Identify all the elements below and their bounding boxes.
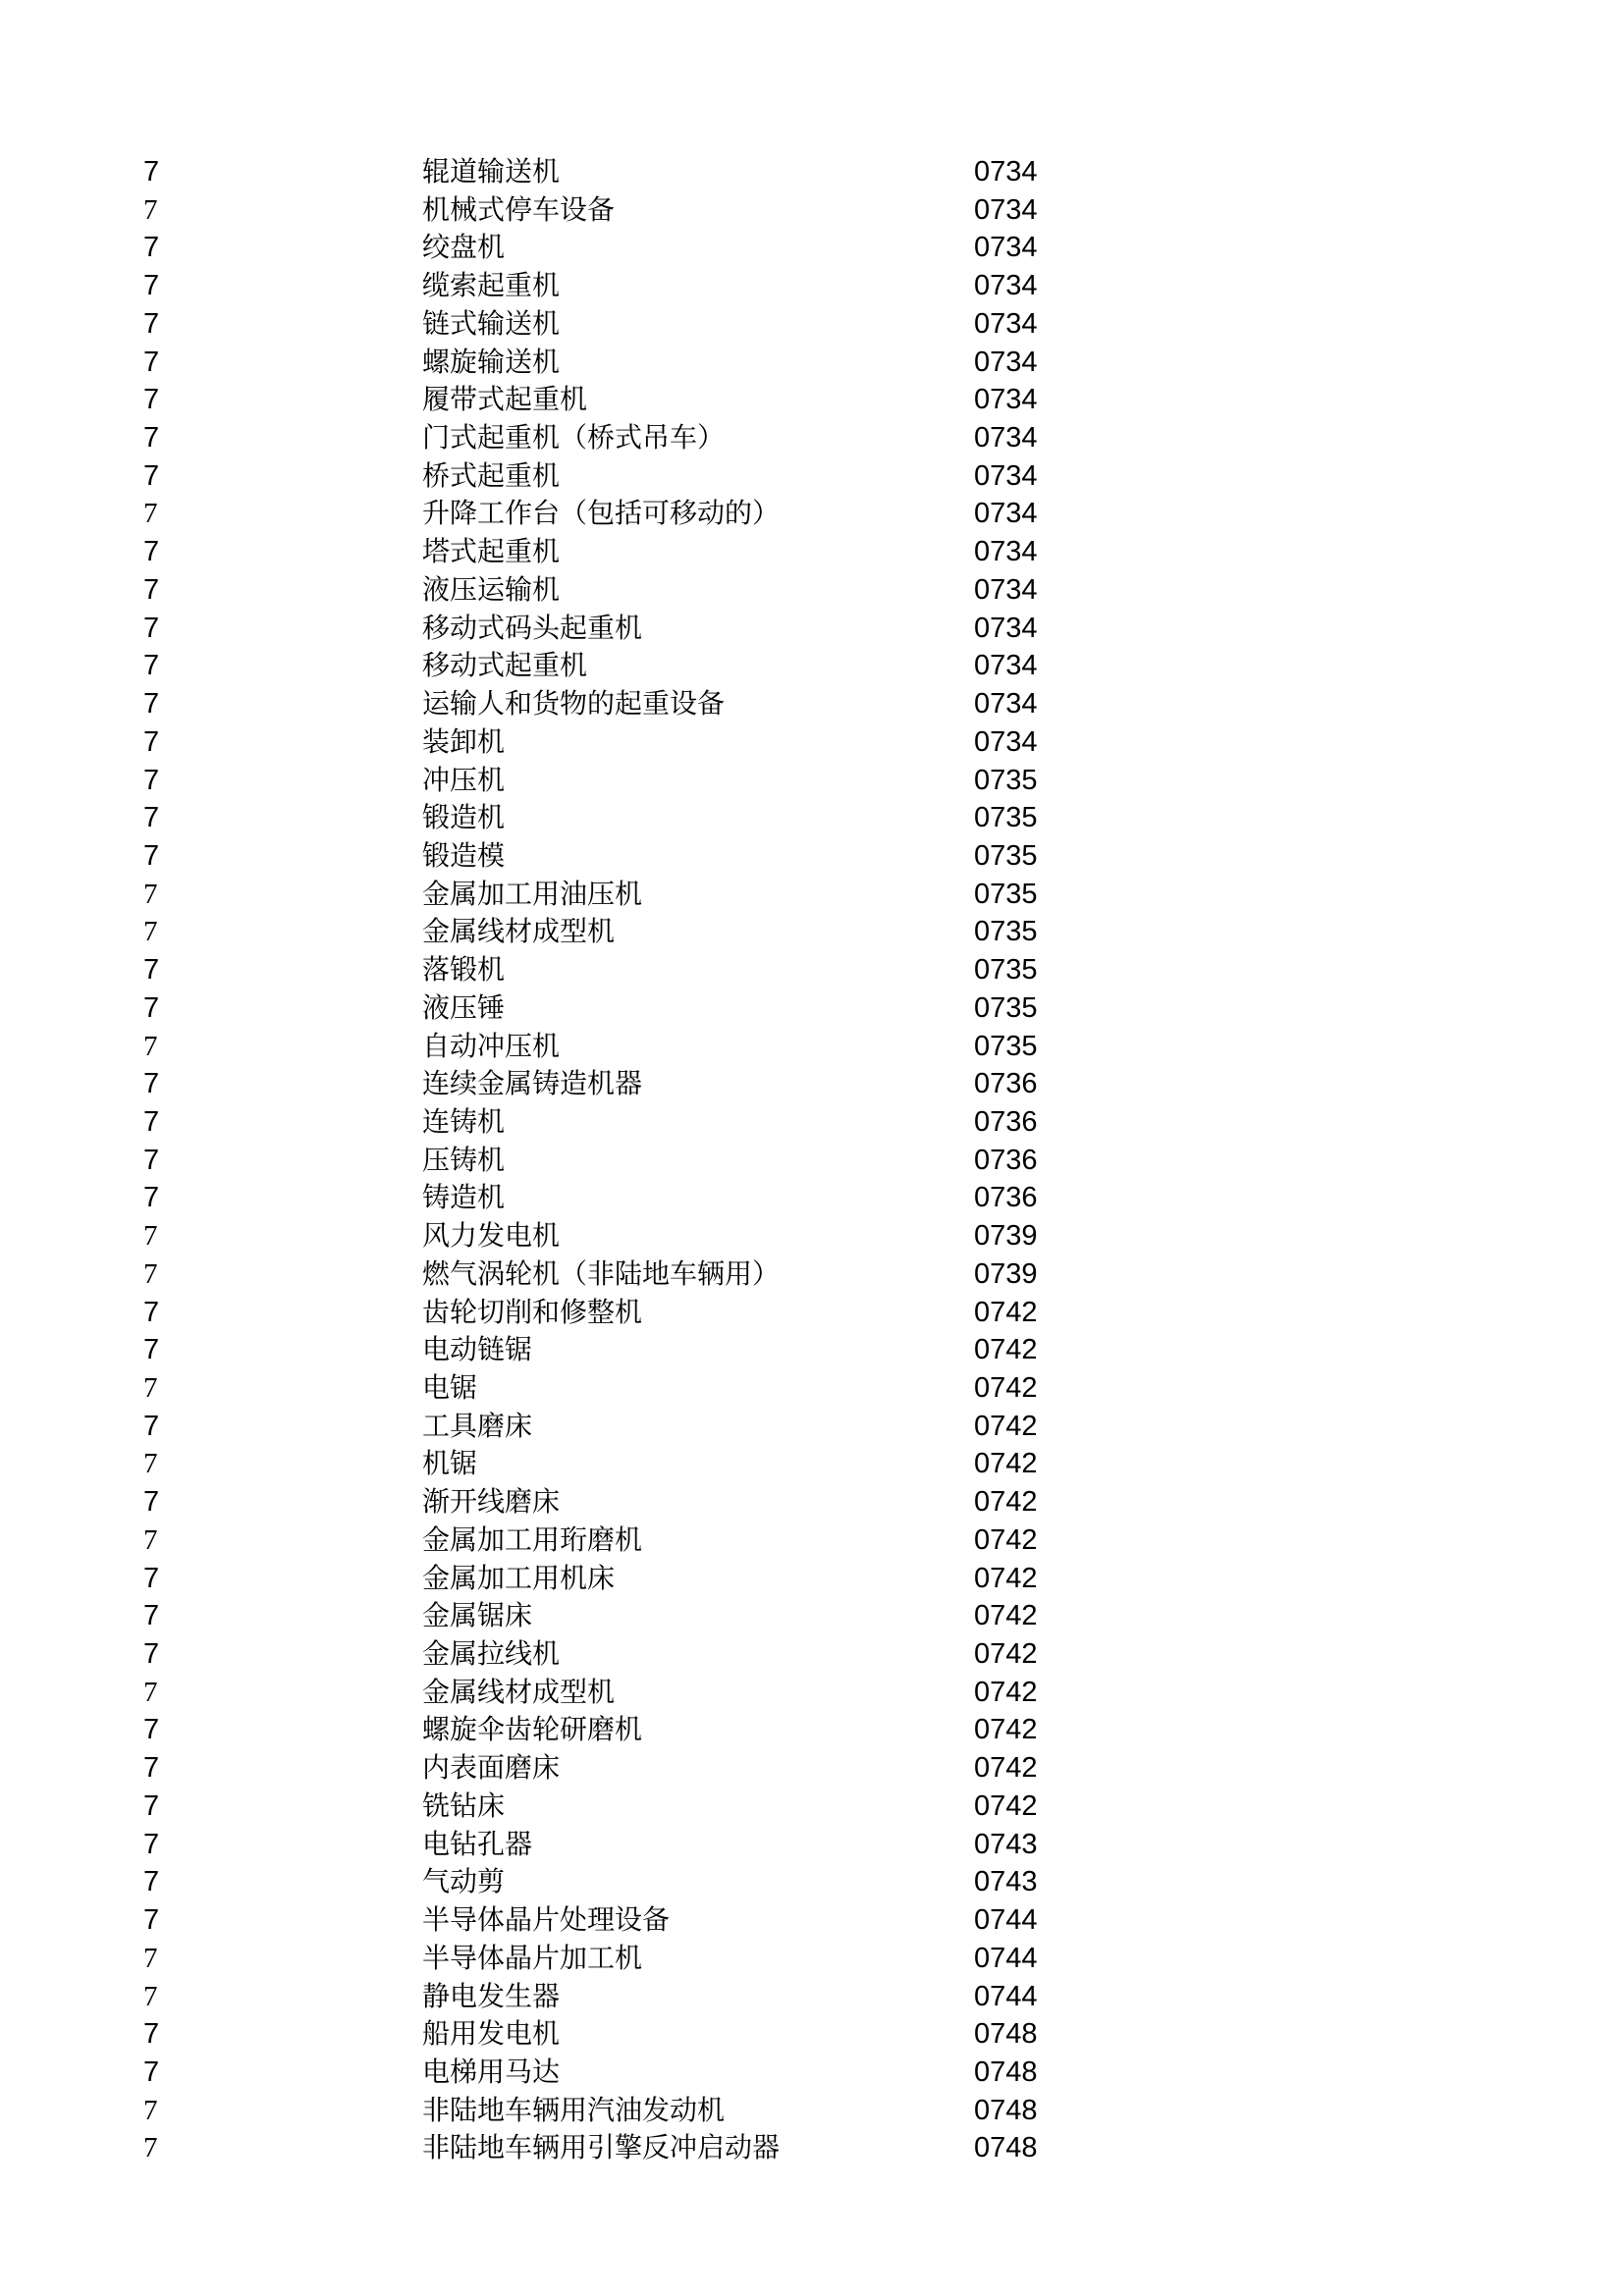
goods-name: 电梯用马达: [422, 2055, 561, 2088]
similar-group-code: 0742: [974, 1334, 1038, 1366]
similar-group-code: 0742: [974, 1752, 1038, 1785]
similar-group-code: 0734: [974, 232, 1038, 264]
list-row: [0, 1255, 1624, 1294]
class-number: 7: [143, 1676, 158, 1708]
list-row: [0, 913, 1624, 951]
similar-group-code: 0734: [974, 422, 1038, 454]
list-row: [0, 457, 1624, 496]
list-row: [0, 2015, 1624, 2054]
list-row: [0, 153, 1624, 191]
goods-name: 齿轮切削和修整机: [422, 1295, 643, 1328]
class-number: 7: [143, 1714, 160, 1746]
class-number: 7: [143, 725, 160, 758]
similar-group-code: 0742: [974, 1296, 1038, 1328]
goods-name: 螺旋伞齿轮研磨机: [422, 1713, 643, 1746]
similar-group-code: 0742: [974, 1638, 1038, 1671]
class-number: 7: [143, 232, 160, 264]
similar-group-code: 0742: [974, 1562, 1038, 1594]
goods-name: 渐开线磨床: [422, 1485, 561, 1519]
list-row: [0, 381, 1624, 419]
list-row: [0, 1445, 1624, 1483]
list-row: [0, 1217, 1624, 1255]
list-row: [0, 685, 1624, 723]
class-number: 7: [143, 1562, 160, 1594]
goods-name: 气动剪: [422, 1865, 506, 1898]
list-row: [0, 1978, 1624, 2016]
similar-group-code: 0735: [974, 991, 1038, 1024]
list-row: [0, 305, 1624, 344]
similar-group-code: 0743: [974, 1828, 1038, 1860]
similar-group-code: 0735: [974, 954, 1038, 987]
goods-name: 连续金属铸造机器: [422, 1067, 643, 1100]
list-row: [0, 2129, 1624, 2167]
goods-name: 液压锤: [422, 990, 506, 1024]
goods-name: 桥式起重机: [422, 458, 561, 492]
list-row: [0, 1711, 1624, 1749]
similar-group-code: 0734: [974, 612, 1038, 644]
class-number: 7: [143, 1182, 160, 1214]
similar-group-code: 0735: [974, 1030, 1038, 1062]
goods-name: 金属锯床: [422, 1599, 533, 1632]
class-number: 7: [143, 1105, 160, 1138]
similar-group-code: 0735: [974, 764, 1038, 796]
goods-name: 链式输送机: [422, 306, 561, 340]
list-row: [0, 1483, 1624, 1522]
goods-name: 静电发生器: [422, 1979, 561, 2012]
goods-name: 金属加工用油压机: [422, 877, 643, 910]
goods-name: 机锯: [422, 1447, 478, 1480]
goods-name: 机械式停车设备: [422, 192, 616, 226]
class-number: 7: [143, 346, 160, 378]
class-number: 7: [143, 916, 158, 948]
similar-group-code: 0742: [974, 1714, 1038, 1746]
goods-name: 运输人和货物的起重设备: [422, 687, 726, 721]
list-row: [0, 191, 1624, 230]
similar-group-code: 0742: [974, 1600, 1038, 1632]
similar-group-code: 0734: [974, 307, 1038, 340]
similar-group-code: 0742: [974, 1523, 1038, 1556]
list-row: [0, 647, 1624, 685]
similar-group-code: 0734: [974, 346, 1038, 378]
class-number: 7: [143, 1372, 158, 1404]
list-row: [0, 1369, 1624, 1408]
goods-name: 升降工作台（包括可移动的）: [422, 497, 781, 530]
class-number: 7: [143, 1144, 160, 1176]
list-row: [0, 1826, 1624, 1864]
similar-group-code: 0736: [974, 1068, 1038, 1100]
goods-name: 辊道输送机: [422, 155, 561, 187]
similar-group-code: 0742: [974, 1372, 1038, 1404]
goods-name: 半导体晶片处理设备: [422, 1903, 671, 1937]
class-number: 7: [143, 2056, 160, 2088]
class-number: 7: [143, 384, 160, 416]
class-number: 7: [143, 650, 160, 682]
list-row: [0, 1294, 1624, 1332]
list-row: [0, 495, 1624, 533]
similar-group-code: 0734: [974, 384, 1038, 416]
similar-group-code: 0742: [974, 1789, 1038, 1822]
class-number: 7: [143, 1752, 160, 1785]
list-row: [0, 723, 1624, 762]
class-number: 7: [143, 1486, 160, 1519]
goods-name: 内表面磨床: [422, 1751, 561, 1785]
list-row: [0, 1065, 1624, 1103]
class-number: 7: [143, 991, 160, 1024]
similar-group-code: 0748: [974, 2056, 1038, 2088]
list-row: [0, 1788, 1624, 1826]
similar-group-code: 0734: [974, 156, 1038, 187]
list-row: [0, 1522, 1624, 1560]
goods-name: 门式起重机（桥式吊车）: [422, 421, 726, 454]
class-number: 7: [143, 1296, 160, 1328]
list-row: [0, 1560, 1624, 1598]
similar-group-code: 0742: [974, 1448, 1038, 1480]
similar-group-code: 0734: [974, 536, 1038, 568]
similar-group-code: 0742: [974, 1676, 1038, 1708]
list-row: [0, 344, 1624, 382]
similar-group-code: 0735: [974, 839, 1038, 872]
list-row: [0, 989, 1624, 1028]
class-number: 7: [143, 2132, 158, 2164]
goods-name: 装卸机: [422, 724, 506, 758]
similar-group-code: 0742: [974, 1410, 1038, 1442]
list-row: [0, 2092, 1624, 2130]
goods-list: [0, 153, 1624, 2167]
goods-name: 冲压机: [422, 763, 506, 796]
goods-name: 风力发电机: [422, 1219, 561, 1253]
class-number: 7: [143, 1980, 158, 2012]
list-row: [0, 1749, 1624, 1788]
goods-name: 铸造机: [422, 1181, 506, 1214]
class-number: 7: [143, 536, 160, 568]
similar-group-code: 0743: [974, 1866, 1038, 1898]
list-row: [0, 1901, 1624, 1940]
similar-group-code: 0735: [974, 878, 1038, 910]
goods-name: 金属拉线机: [422, 1637, 561, 1671]
goods-name: 金属线材成型机: [422, 1675, 616, 1708]
goods-name: 非陆地车辆用汽油发动机: [422, 2093, 726, 2126]
class-number: 7: [143, 1942, 158, 1974]
goods-name: 锻造模: [422, 838, 506, 872]
similar-group-code: 0748: [974, 2094, 1038, 2126]
goods-name: 连铸机: [422, 1104, 506, 1138]
class-number: 7: [143, 270, 160, 302]
similar-group-code: 0735: [974, 802, 1038, 834]
class-number: 7: [143, 459, 160, 492]
class-number: 7: [143, 1904, 160, 1937]
list-row: [0, 1408, 1624, 1446]
similar-group-code: 0734: [974, 498, 1038, 530]
class-number: 7: [143, 422, 160, 454]
list-row: [0, 610, 1624, 648]
class-number: 7: [143, 1448, 158, 1480]
similar-group-code: 0734: [974, 688, 1038, 721]
similar-group-code: 0734: [974, 650, 1038, 682]
similar-group-code: 0736: [974, 1182, 1038, 1214]
similar-group-code: 0734: [974, 725, 1038, 758]
list-row: [0, 1331, 1624, 1369]
goods-name: 金属加工用机床: [422, 1561, 616, 1594]
list-row: [0, 1674, 1624, 1712]
list-row: [0, 1635, 1624, 1674]
class-number: 7: [143, 1600, 160, 1632]
class-number: 7: [143, 573, 160, 606]
goods-name: 落锻机: [422, 953, 506, 987]
class-number: 7: [143, 612, 160, 644]
goods-name: 锻造机: [422, 801, 506, 834]
similar-group-code: 0744: [974, 1904, 1038, 1937]
class-number: 7: [143, 2018, 160, 2051]
class-number: 7: [143, 839, 160, 872]
class-number: 7: [143, 1068, 160, 1100]
class-number: 7: [143, 802, 160, 834]
class-number: 7: [143, 1030, 158, 1062]
list-row: [0, 1940, 1624, 1978]
similar-group-code: 0742: [974, 1486, 1038, 1519]
list-row: [0, 419, 1624, 457]
class-number: 7: [143, 498, 158, 530]
list-row: [0, 533, 1624, 571]
list-row: [0, 837, 1624, 876]
similar-group-code: 0735: [974, 916, 1038, 948]
class-number: 7: [143, 1257, 158, 1290]
list-row: [0, 1103, 1624, 1142]
goods-name: 燃气涡轮机（非陆地车辆用）: [422, 1256, 781, 1290]
class-number: 7: [143, 878, 158, 910]
goods-name: 电动链锯: [422, 1333, 533, 1366]
goods-name: 工具磨床: [422, 1409, 533, 1442]
goods-name: 金属线材成型机: [422, 915, 616, 948]
class-number: 7: [143, 1410, 160, 1442]
similar-group-code: 0734: [974, 573, 1038, 606]
list-row: [0, 571, 1624, 610]
similar-group-code: 0748: [974, 2132, 1038, 2164]
similar-group-code: 0744: [974, 1980, 1038, 2012]
class-number: 7: [143, 156, 160, 187]
list-row: [0, 1863, 1624, 1901]
class-number: 7: [143, 954, 160, 987]
class-number: 7: [143, 1220, 158, 1253]
class-number: 7: [143, 1789, 160, 1822]
goods-name: 螺旋输送机: [422, 345, 561, 378]
goods-name: 绞盘机: [422, 231, 506, 264]
similar-group-code: 0734: [974, 193, 1038, 226]
goods-name: 移动式码头起重机: [422, 611, 643, 644]
class-number: 7: [143, 1334, 160, 1366]
class-number: 7: [143, 1638, 160, 1671]
goods-name: 移动式起重机: [422, 649, 588, 682]
goods-name: 缆索起重机: [422, 269, 561, 302]
list-row: [0, 1142, 1624, 1180]
list-row: [0, 229, 1624, 267]
similar-group-code: 0739: [974, 1257, 1038, 1290]
list-row: [0, 1028, 1624, 1066]
list-row: [0, 951, 1624, 989]
goods-name: 金属加工用珩磨机: [422, 1522, 643, 1556]
similar-group-code: 0734: [974, 459, 1038, 492]
goods-name: 塔式起重机: [422, 535, 561, 568]
goods-name: 电锯: [422, 1371, 478, 1404]
goods-name: 船用发电机: [422, 2017, 561, 2051]
goods-name: 压铸机: [422, 1143, 506, 1176]
goods-name: 非陆地车辆用引擎反冲启动器: [422, 2131, 781, 2164]
list-row: [0, 1597, 1624, 1635]
similar-group-code: 0736: [974, 1105, 1038, 1138]
goods-name: 履带式起重机: [422, 383, 588, 416]
list-row: [0, 267, 1624, 305]
goods-name: 半导体晶片加工机: [422, 1941, 643, 1974]
similar-group-code: 0748: [974, 2018, 1038, 2051]
class-number: 7: [143, 2094, 158, 2126]
list-row: [0, 799, 1624, 837]
similar-group-code: 0744: [974, 1942, 1038, 1974]
class-number: 7: [143, 307, 160, 340]
class-number: 7: [143, 1523, 158, 1556]
goods-name: 自动冲压机: [422, 1029, 561, 1062]
list-row: [0, 876, 1624, 914]
goods-name: 铣钻床: [422, 1789, 506, 1822]
list-row: [0, 2054, 1624, 2092]
similar-group-code: 0736: [974, 1144, 1038, 1176]
class-number: 7: [143, 193, 158, 226]
list-row: [0, 762, 1624, 800]
list-row: [0, 1179, 1624, 1217]
similar-group-code: 0734: [974, 270, 1038, 302]
goods-name: 电钻孔器: [422, 1827, 533, 1860]
class-number: 7: [143, 1866, 160, 1898]
similar-group-code: 0739: [974, 1220, 1038, 1253]
class-number: 7: [143, 764, 160, 796]
class-number: 7: [143, 1828, 160, 1860]
goods-name: 液压运输机: [422, 572, 561, 606]
class-number: 7: [143, 688, 160, 721]
